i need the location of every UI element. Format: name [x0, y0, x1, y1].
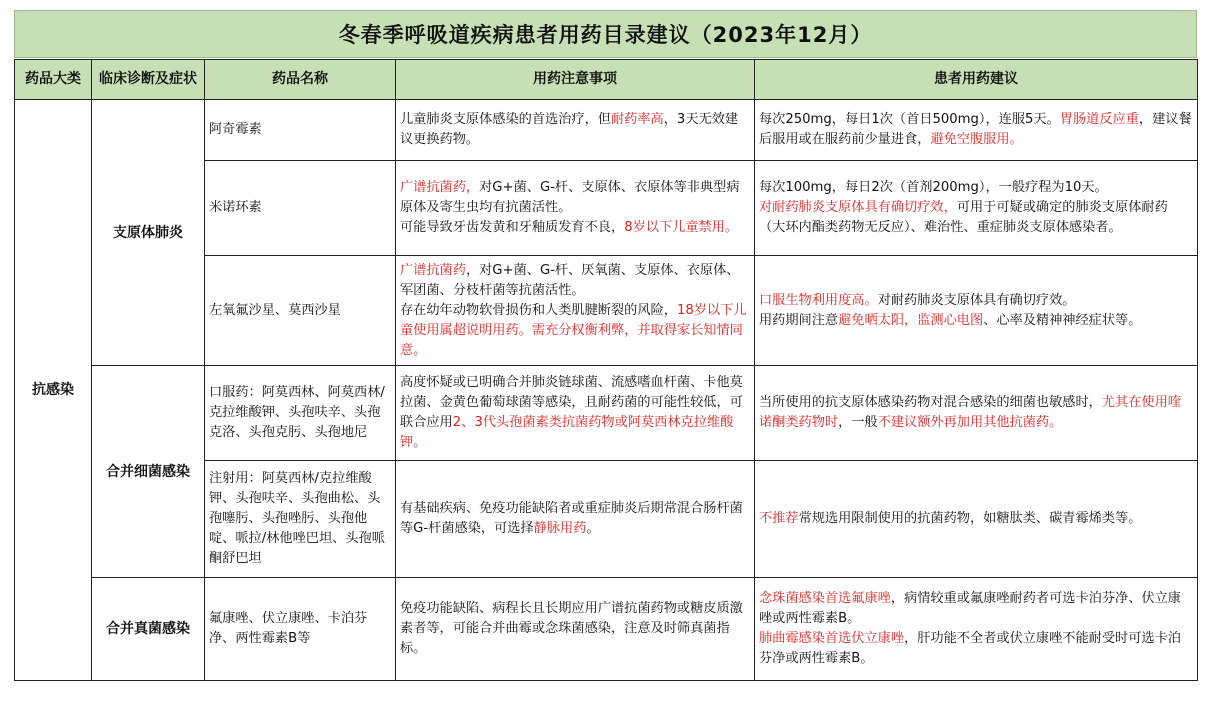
- drug-cell: 口服药：阿莫西林、阿莫西林/克拉维酸钾、头孢呋辛、头孢克洛、头孢克肟、头孢地尼: [205, 366, 396, 461]
- body-text: 高度怀疑或已明确合并肺炎链球菌、流感嗜血杆菌、卡他莫拉菌、金黄色葡萄球菌等感染，且耐药菌的可能性较低，可联合应用: [400, 375, 743, 430]
- table-row: [15, 100, 1198, 161]
- highlight-text: 对耐药肺炎支原体具有确切疗效，: [759, 200, 957, 215]
- highlight-text: 静脉用药: [533, 521, 587, 536]
- body-text: ，3天无效建议更换药物。: [400, 112, 739, 147]
- body-text: 免疫功能缺陷、病程长且长期应用广谱抗菌药物或糖皮质激素者等，可能合并曲霉或念珠菌感染，注意及时筛真菌指标。: [400, 601, 743, 656]
- notes-cell: [396, 161, 755, 256]
- highlight-text: 肺曲霉感染首选伏立康唑: [759, 631, 905, 646]
- header-category: 药品大类: [15, 60, 92, 100]
- diagnosis-mycoplasma: 支原体肺炎: [92, 100, 205, 366]
- highlight-text: 8岁以下儿童禁用。: [624, 220, 739, 235]
- drug-cell: 注射用：阿莫西林/克拉维酸钾、头孢呋辛、头孢曲松、头孢噻肟、头孢唑肟、头孢他啶、哌拉/林他唑巴坦、头孢哌酮舒巴坦: [205, 461, 396, 578]
- body-text: 有基础疾病、免疫功能缺陷者或重症肺炎后期常混合肠杆菌等G-杆菌感染，可选择: [400, 501, 743, 536]
- notes-cell: [396, 256, 755, 366]
- body-text: ，对G+菌、G-杆、厌氧菌、支原体、衣原体、军团菌、分枝杆菌等抗菌活性。: [400, 262, 740, 298]
- highlight-text: 广谱抗菌药: [400, 262, 466, 278]
- body-text: 每次100mg，每日2次（首剂200mg），一般疗程为10天。: [759, 180, 1108, 195]
- document-title: 冬春季呼吸道疾病患者用药目录建议（2023年12月）: [14, 10, 1197, 58]
- highlight-text: 不建议额外再加用其他抗菌药。: [877, 415, 1063, 430]
- header-advice: 患者用药建议: [755, 60, 1198, 100]
- body-text: ，一般: [838, 415, 878, 430]
- highlight-text: 口服生物利用度高。: [759, 292, 878, 308]
- body-text: 用药期间注意: [759, 312, 839, 328]
- advice-cell: [755, 100, 1198, 161]
- body-text: 存在幼年动物软骨损伤和人类肌腱断裂的风险，: [400, 302, 677, 318]
- drug-cell: 左氧氟沙星、莫西沙星: [205, 256, 396, 366]
- notes-cell: [396, 461, 755, 578]
- body-text: 对耐药肺炎支原体具有确切疗效。: [877, 292, 1076, 308]
- diagnosis-fungal: 合并真菌感染: [92, 578, 205, 681]
- highlight-text: 避免晒太阳，监测心电图: [838, 312, 984, 328]
- body-text: 当所使用的抗支原体感染药物对混合感染的细菌也敏感时，: [759, 395, 1102, 410]
- drug-cell: 米诺环素: [205, 161, 396, 256]
- highlight-text: 避免空腹服用。: [930, 132, 1023, 147]
- body-text: 。: [586, 521, 600, 536]
- notes-cell: [396, 578, 755, 681]
- drug-cell: 阿奇霉素: [205, 100, 396, 161]
- highlight-text: 广谱抗菌药，: [400, 180, 480, 195]
- advice-cell: [755, 256, 1198, 366]
- highlight-text: 不推荐: [759, 511, 799, 526]
- advice-cell: [755, 461, 1198, 578]
- highlight-text: 胃肠道反应重: [1059, 112, 1139, 127]
- body-text: ，肝功能不全者或伏立康唑不能耐受时可选卡泊芬净或两性霉素B。: [759, 631, 1181, 666]
- highlight-text: 念珠菌感染首选氟康唑: [759, 591, 891, 606]
- body-text: 对G+菌、G-杆、支原体、衣原体等非典型病原体及寄生虫均有抗菌活性。: [400, 180, 740, 215]
- body-text: ，建议餐后服用或在服药前少量进食，: [759, 112, 1192, 147]
- body-text: 可用于可疑或确定的肺炎支原体耐药（大环内酯类药物无反应）、难治性、重症肺炎支原体感染者。: [759, 200, 1168, 235]
- body-text: 可能导致牙齿发黄和牙釉质发育不良，: [400, 220, 625, 235]
- highlight-text: 耐药率高: [611, 112, 664, 127]
- body-text: ，病情较重或氟康唑耐药者可选卡泊芬净、伏立康唑或两性霉素B。: [759, 591, 1181, 626]
- header-drug: 药品名称: [205, 60, 396, 100]
- medication-table: [14, 59, 1198, 681]
- table-header-row: [15, 60, 1198, 100]
- highlight-text: 18岁以下儿童使用属超说明用药。需充分权衡利弊，并取得家长知情同意。: [400, 302, 747, 358]
- advice-cell: [755, 366, 1198, 461]
- body-text: 儿童肺炎支原体感染的首选治疗，但: [400, 112, 611, 127]
- body-text: 、心率及精神神经症状等。: [983, 312, 1142, 328]
- advice-cell: [755, 578, 1198, 681]
- category-cell: 抗感染: [15, 100, 92, 681]
- notes-cell: [396, 366, 755, 461]
- body-text: 常规选用限制使用的抗菌药物，如糖肽类、碳青霉烯类等。: [798, 511, 1142, 526]
- drug-cell: 氟康唑、伏立康唑、卡泊芬净、两性霉素B等: [205, 578, 396, 681]
- highlight-text: 2、3代头孢菌素类抗菌药物或阿莫西林克拉维酸钾。: [400, 415, 734, 450]
- header-notes: 用药注意事项: [396, 60, 755, 100]
- table-row: [15, 366, 1198, 461]
- highlight-text: 尤其在使用喹诺酮类药物时: [759, 395, 1181, 430]
- advice-cell: [755, 161, 1198, 256]
- notes-cell: [396, 100, 755, 161]
- header-diagnosis: 临床诊断及症状: [92, 60, 205, 100]
- table-row: [15, 578, 1198, 681]
- body-text: 每次250mg，每日1次（首日500mg），连服5天。: [759, 112, 1060, 127]
- diagnosis-bacterial: 合并细菌感染: [92, 366, 205, 578]
